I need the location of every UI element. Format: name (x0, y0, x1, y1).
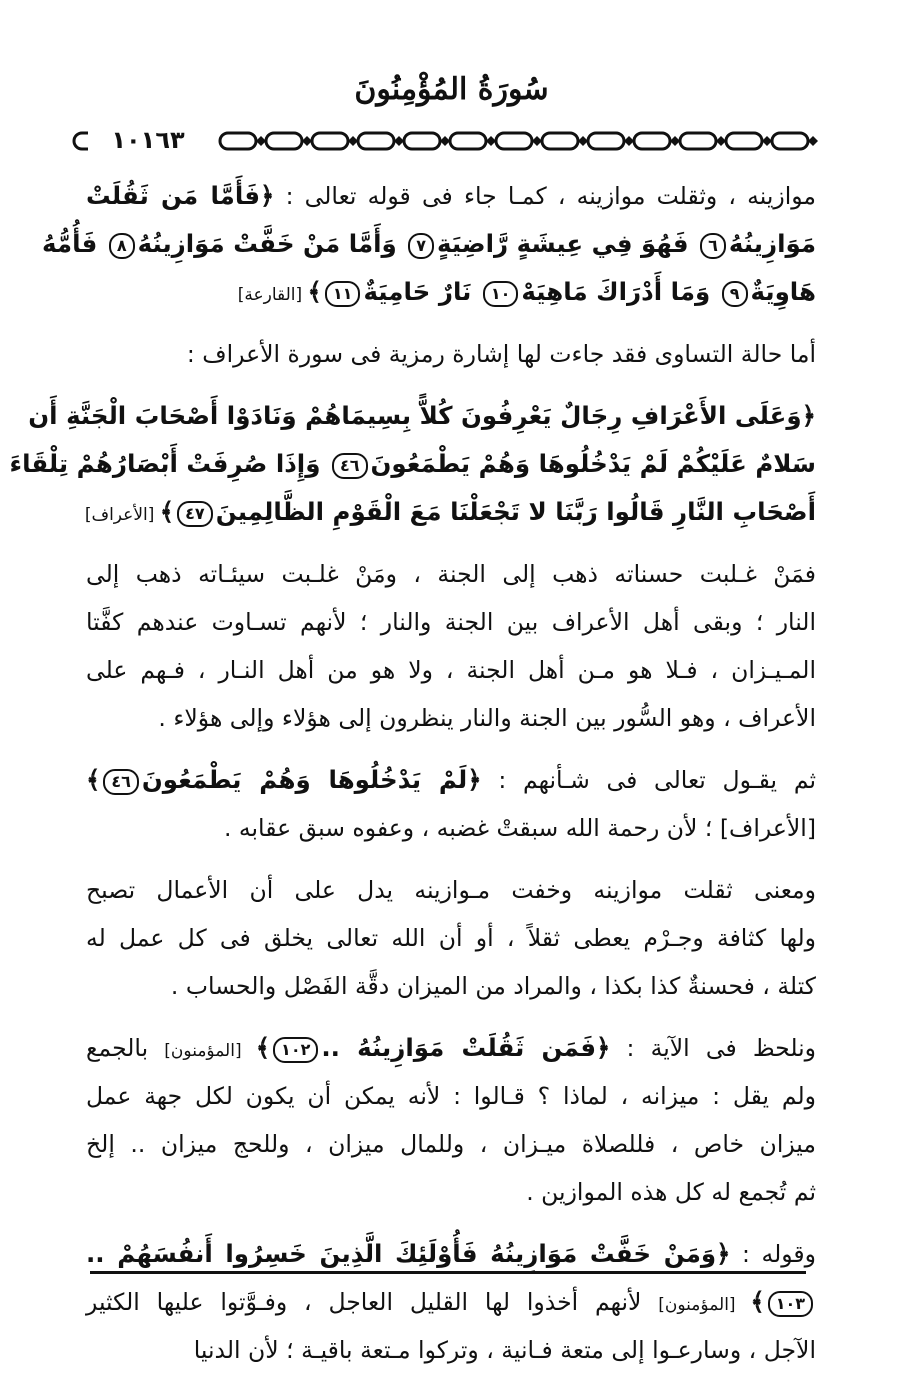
chain-link (726, 133, 762, 149)
paragraph (42, 172, 816, 316)
text-segment: الآجل ، وسارعـوا إلى متعة فـانية ، وتركوا مـتعة باقيـة ؛ لأن الدنيا (193, 1336, 816, 1364)
text-line (86, 962, 816, 1010)
chain-link (588, 133, 624, 149)
chain-diamond (256, 136, 266, 146)
verse-number: ٤٧ (177, 501, 213, 527)
quran-verse: أَصْحَابِ النَّارِ قَالُوا رَبَّنَا لا تَجْعَلْنَا مَعَ الْقَوْمِ الظَّالِمِينَ (215, 497, 816, 526)
quran-verse: ﴿فَأَمَّا مَن ثَقُلَتْ (86, 181, 275, 210)
quran-verse: ﴾ (255, 1033, 271, 1062)
quran-verse: نَارٌ حَامِيَةٌ (363, 277, 480, 306)
surah-reference: [الأعراف] (84, 505, 160, 525)
text-line (86, 330, 816, 378)
text-segment: ميزان خاص ، فللصلاة ميـزان ، وللمال ميزان ، وللحج ميزان .. إلخ (86, 1130, 816, 1158)
text-line (86, 1168, 816, 1216)
chain-diamond (578, 136, 588, 146)
verse-number: ٩ (722, 281, 748, 307)
text-line (86, 172, 816, 220)
surah-reference: [المؤمنون] (658, 1295, 751, 1315)
surah-reference: [المؤمنون] (164, 1041, 256, 1061)
chain-diamond (532, 136, 542, 146)
text-segment: بالجمع (86, 1034, 165, 1062)
paragraph (86, 1230, 816, 1374)
surah-title: سُورَةُ المُؤْمِنُونَ (354, 72, 549, 107)
chain-diamond (808, 136, 818, 146)
text-segment: لأنهم أخذوا لها القليل العاجل ، وفـوَّتوا عليها الكثير (86, 1288, 659, 1316)
paragraph-gap (86, 742, 816, 756)
text-line (86, 488, 816, 536)
verse-number: ١٠ (483, 281, 519, 307)
chain-diamond (348, 136, 358, 146)
text-line (42, 220, 816, 268)
chain-link (312, 133, 348, 149)
text-line (86, 268, 816, 316)
paragraph-gap (86, 378, 816, 392)
text-line (86, 756, 816, 804)
text-segment: [الأعراف] ؛ لأن رحمة الله سبقتْ غضبه ، وعفوه سبق عقابه . (223, 814, 816, 842)
text-line (86, 1072, 816, 1120)
text-segment: الأعراف ، وهو السُّور بين الجنة والنار ينظرون إلى هؤلاء وإلى هؤلاء . (158, 704, 816, 732)
text-segment: وقوله : (730, 1240, 817, 1268)
page-number: ١٠١٦٣ (88, 123, 208, 157)
text-line (86, 550, 816, 598)
bottom-rule (90, 1271, 806, 1274)
text-line (86, 1278, 816, 1326)
chain-diamond (716, 136, 726, 146)
text-segment: موازينه ، وثقلت موازينه ، كمـا جاء فى قوله تعالى : (274, 182, 816, 210)
chain-link (772, 133, 808, 149)
main-text (9, 172, 817, 1374)
text-segment: ومعنى ثقلت موازينه وخفت مـوازينه يدل على أن الأعمال تصبح (86, 876, 816, 904)
chain-diamond (302, 136, 312, 146)
text-segment: أما حالة التساوى فقد جاءت لها إشارة رمزية فى سورة الأعراف : (186, 340, 816, 368)
chain-diamond (624, 136, 634, 146)
chain-link (496, 133, 532, 149)
text-line (86, 804, 816, 852)
chain-link (404, 133, 440, 149)
chain-link (266, 133, 302, 149)
paragraph (86, 866, 816, 1010)
chain-link (634, 133, 670, 149)
quran-verse: ﴾ (750, 1287, 765, 1316)
paragraph-gap (86, 1010, 816, 1024)
text-line (86, 1120, 816, 1168)
text-segment: فمَنْ غـلبت حسناته ذهب إلى الجنة ، ومَنْ غلـبت سيئـاته ذهب إلى (86, 560, 816, 588)
chain-diamond (670, 136, 680, 146)
text-segment: ولم يقل : ميزانه ، لماذا ؟ قـالوا : لأنه يمكن أن يكون لكل جهة عمل (86, 1082, 816, 1110)
paragraph (86, 550, 816, 742)
text-line (86, 1024, 816, 1072)
verse-number: ١٠٢ (273, 1037, 318, 1063)
quran-verse: ﴾ (307, 277, 322, 306)
surah-reference: [القارعة] (237, 285, 308, 305)
verse-number: ٦ (700, 233, 726, 259)
quran-verse: وَأَمَّا مَنْ خَفَّتْ مَوَازِينُهُ (137, 229, 406, 258)
quran-verse: مَوَازِينُهُ (728, 229, 816, 258)
chain-link (542, 133, 578, 149)
paragraph (86, 330, 816, 378)
chain-link (358, 133, 394, 149)
quran-verse: فَأُمُّهُ (42, 229, 106, 258)
chain-diamond (762, 136, 772, 146)
text-line (28, 392, 816, 440)
text-line (86, 914, 816, 962)
text-segment: ثم يقـول تعالى فى شـأنهم : (481, 766, 816, 794)
chain-link (220, 133, 256, 149)
text-segment: ثم تُجمع له كل هذه الموازين . (526, 1178, 816, 1206)
paragraph (86, 1024, 816, 1216)
quran-verse: وَإِذَا صُرِفَتْ أَبْصَارُهُمْ تِلْقَاءَ (9, 449, 329, 478)
quran-verse: فَهُوَ فِي عِيشَةٍ رَّاضِيَةٍ (437, 229, 698, 258)
text-line (9, 440, 816, 488)
chain-diamond (486, 136, 496, 146)
chain-diamond (394, 136, 404, 146)
text-segment: المـيـزان ، فـلا هو مـن أهل الجنة ، ولا هو من أهل النـار ، فـهم على (86, 656, 816, 684)
paragraph-gap (86, 1216, 816, 1230)
text-segment: النار ؛ وبقى أهل الأعراف بين الجنة والنار ؛ لأنهم تسـاوت عندهم كفَّتا (86, 608, 816, 636)
text-line (86, 1326, 816, 1374)
paragraph (9, 392, 816, 536)
quran-verse: هَاوِيَةٌ (750, 277, 816, 306)
quran-verse: ﴾ (86, 765, 101, 794)
paragraph-gap (86, 536, 816, 550)
quran-verse: ﴿وَعَلَى الأَعْرَافِ رِجَالٌ يَعْرِفُونَ كُلاًّ بِسِيمَاهُمْ وَنَادَوْا أَصْحَابَ الْجَنَّةِ أَن (28, 401, 816, 430)
verse-number: ١٠٣ (768, 1291, 813, 1317)
text-line (86, 646, 816, 694)
quran-verse: ﴾ (159, 497, 175, 526)
verse-number: ٨ (109, 233, 135, 259)
quran-verse: سَلامٌ عَلَيْكُمْ لَمْ يَدْخُلُوهَا وَهُمْ يَطْمَعُونَ (370, 449, 816, 478)
verse-number: ٤٦ (103, 769, 139, 795)
quran-verse: ﴿فَمَن ثَقُلَتْ مَوَازِينُهُ .. (321, 1033, 611, 1062)
verse-number: ٤٦ (332, 453, 368, 479)
chain-link (450, 133, 486, 149)
text-segment: ولها كثافة وجـرْم يعطى ثقلاً ، أو أن الله تعالى يخلق فى كل عمل له (86, 924, 816, 952)
chain-link (680, 133, 716, 149)
verse-number: ١١ (325, 281, 361, 307)
text-line (86, 598, 816, 646)
chain-diamond (440, 136, 450, 146)
paragraph (86, 756, 816, 852)
text-line (86, 866, 816, 914)
text-segment: كتلة ، فحسنةٌ كذا بكذا ، والمراد من الميزان دقَّة الفَصْل والحساب . (170, 972, 816, 1000)
text-segment: ونلحظ فى الآية : (610, 1034, 817, 1062)
text-line (86, 694, 816, 742)
quran-verse: وَمَا أَدْرَاكَ مَاهِيَهْ (521, 277, 719, 306)
quran-verse: ﴿وَمَنْ خَفَّتْ مَوَازِينُهُ فَأُوْلَئِكَ الَّذِينَ خَسِرُوا أَنفُسَهُمْ .. (86, 1239, 731, 1268)
paragraph-gap (86, 852, 816, 866)
paragraph-gap (86, 316, 816, 330)
quran-verse: ﴿لَمْ يَدْخُلُوهَا وَهُمْ يَطْمَعُونَ (141, 765, 482, 794)
verse-number: ٧ (408, 233, 434, 259)
